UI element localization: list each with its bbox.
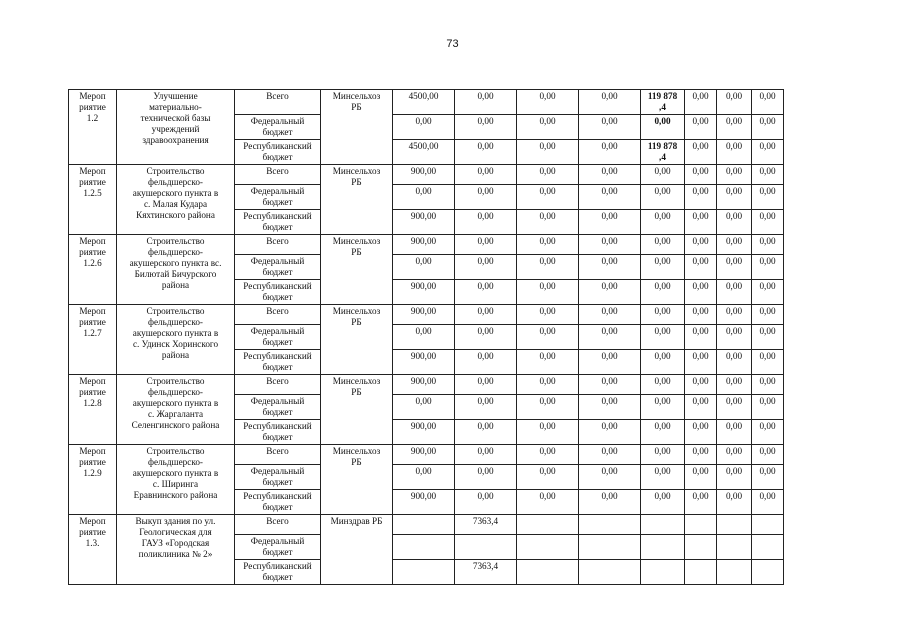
value-cell: [579, 515, 641, 535]
value-cell: 0,00: [752, 235, 784, 255]
value-cell: [752, 515, 784, 535]
value-cell: 0,00: [641, 255, 685, 280]
value-cell: 0,00: [685, 115, 717, 140]
value-cell: 0,00: [455, 325, 517, 350]
value-cell: 0,00: [752, 325, 784, 350]
value-cell: 0,00: [579, 395, 641, 420]
measure-name: Строительство фельдшерско- акушерского пункта вс. Билютай Бичурского района: [117, 235, 235, 305]
value-cell: 0,00: [685, 185, 717, 210]
table-row: [69, 375, 784, 395]
value-cell: 0,00: [455, 140, 517, 165]
value-cell: 0,00: [579, 90, 641, 115]
executor: Минсельхоз РБ: [321, 305, 393, 375]
funding-source: Республиканский бюджет: [235, 280, 321, 305]
value-cell: 0,00: [641, 235, 685, 255]
measure-name: Улучшение материально- технической базы учреждений здравоохранения: [117, 90, 235, 165]
value-cell: 0,00: [685, 445, 717, 465]
value-cell: 0,00: [641, 350, 685, 375]
value-cell: 4500,00: [393, 140, 455, 165]
funding-source: Республиканский бюджет: [235, 350, 321, 375]
event-label: Мероп риятие 1.2.7: [69, 305, 117, 375]
value-cell: 0,00: [752, 210, 784, 235]
value-cell: 0,00: [455, 165, 517, 185]
value-cell: 0,00: [455, 395, 517, 420]
value-cell: 0,00: [752, 255, 784, 280]
value-cell: 0,00: [641, 420, 685, 445]
value-cell: 0,00: [685, 325, 717, 350]
value-cell: 0,00: [517, 465, 579, 490]
event-label: Мероп риятие 1.3.: [69, 515, 117, 585]
value-cell: 0,00: [717, 445, 752, 465]
value-cell: [641, 535, 685, 560]
value-cell: 0,00: [455, 115, 517, 140]
value-cell: 0,00: [685, 395, 717, 420]
value-cell: 0,00: [455, 90, 517, 115]
value-cell: 0,00: [579, 280, 641, 305]
measure-name: Строительство фельдшерско- акушерского пункта в с. Малая Кудара Кяхтинского района: [117, 165, 235, 235]
value-cell: 0,00: [717, 210, 752, 235]
funding-source: Всего: [235, 90, 321, 115]
funding-source: Федеральный бюджет: [235, 255, 321, 280]
value-cell: [393, 535, 455, 560]
value-cell: 0,00: [455, 235, 517, 255]
value-cell: [685, 515, 717, 535]
value-cell: [641, 515, 685, 535]
value-cell: [517, 535, 579, 560]
value-cell: 0,00: [685, 420, 717, 445]
value-cell: 0,00: [579, 210, 641, 235]
executor: Минсельхоз РБ: [321, 90, 393, 165]
value-cell: 0,00: [685, 465, 717, 490]
value-cell: 0,00: [517, 140, 579, 165]
funding-source: Всего: [235, 515, 321, 535]
funding-source: Республиканский бюджет: [235, 210, 321, 235]
value-cell: 0,00: [393, 325, 455, 350]
value-cell: 0,00: [717, 375, 752, 395]
value-cell: 0,00: [579, 140, 641, 165]
value-cell: 900,00: [393, 235, 455, 255]
value-cell: 0,00: [455, 490, 517, 515]
value-cell: 0,00: [717, 185, 752, 210]
value-cell: [393, 560, 455, 585]
value-cell: [685, 535, 717, 560]
funding-source: Всего: [235, 375, 321, 395]
value-cell: 0,00: [517, 325, 579, 350]
value-cell: 0,00: [752, 490, 784, 515]
value-cell: 0,00: [717, 280, 752, 305]
value-cell: 0,00: [685, 235, 717, 255]
value-cell: 900,00: [393, 210, 455, 235]
value-cell: 0,00: [455, 375, 517, 395]
value-cell: 0,00: [685, 280, 717, 305]
value-cell: 900,00: [393, 490, 455, 515]
value-cell: 0,00: [517, 395, 579, 420]
value-cell: 0,00: [517, 305, 579, 325]
funding-source: Республиканский бюджет: [235, 490, 321, 515]
value-cell: 0,00: [685, 490, 717, 515]
value-cell: 0,00: [641, 375, 685, 395]
value-cell: 0,00: [641, 305, 685, 325]
value-cell: 0,00: [455, 420, 517, 445]
value-cell: 0,00: [717, 140, 752, 165]
value-cell: 0,00: [752, 115, 784, 140]
table-row: [69, 90, 784, 115]
value-cell: 0,00: [685, 375, 717, 395]
value-cell: 0,00: [579, 420, 641, 445]
executor: Минсельхоз РБ: [321, 375, 393, 445]
page-number: 73: [446, 38, 459, 50]
value-cell: 0,00: [717, 420, 752, 445]
funding-source: Федеральный бюджет: [235, 395, 321, 420]
value-cell: 0,00: [455, 445, 517, 465]
value-cell: 0,00: [717, 490, 752, 515]
funding-source: Республиканский бюджет: [235, 560, 321, 585]
value-cell: 0,00: [579, 350, 641, 375]
value-cell: 0,00: [517, 420, 579, 445]
executor: Минсельхоз РБ: [321, 235, 393, 305]
value-cell: 0,00: [393, 115, 455, 140]
funding-source: Всего: [235, 445, 321, 465]
value-cell: 0,00: [717, 255, 752, 280]
funding-source: Всего: [235, 165, 321, 185]
value-cell: 0,00: [455, 350, 517, 375]
value-cell: 0,00: [641, 325, 685, 350]
value-cell: [517, 515, 579, 535]
value-cell: 0,00: [685, 140, 717, 165]
funding-source: Республиканский бюджет: [235, 420, 321, 445]
value-cell: 0,00: [517, 185, 579, 210]
value-cell: 0,00: [579, 490, 641, 515]
value-cell: 0,00: [717, 350, 752, 375]
value-cell: 4500,00: [393, 90, 455, 115]
value-cell: 0,00: [517, 445, 579, 465]
event-label: Мероп риятие 1.2.8: [69, 375, 117, 445]
value-cell: [752, 535, 784, 560]
value-cell: 0,00: [579, 325, 641, 350]
funding-source: Республиканский бюджет: [235, 140, 321, 165]
value-cell: 0,00: [752, 90, 784, 115]
value-cell: 0,00: [641, 465, 685, 490]
value-cell: 0,00: [455, 305, 517, 325]
value-cell: [752, 560, 784, 585]
value-cell: 900,00: [393, 280, 455, 305]
funding-source: Всего: [235, 235, 321, 255]
measure-name: Строительство фельдшерско- акушерского пункта в с. Жаргаланта Селенгинского района: [117, 375, 235, 445]
value-cell: 0,00: [517, 490, 579, 515]
value-cell: 900,00: [393, 420, 455, 445]
value-cell: 0,00: [717, 115, 752, 140]
funding-source: Федеральный бюджет: [235, 185, 321, 210]
value-cell: 0,00: [717, 165, 752, 185]
value-cell: 0,00: [717, 305, 752, 325]
value-cell: 0,00: [752, 165, 784, 185]
funding-source: Федеральный бюджет: [235, 465, 321, 490]
value-cell: 0,00: [641, 280, 685, 305]
value-cell: 0,00: [517, 165, 579, 185]
value-cell: 0,00: [752, 465, 784, 490]
value-cell: 0,00: [393, 465, 455, 490]
executor: Минздрав РБ: [321, 515, 393, 585]
value-cell: [641, 560, 685, 585]
value-cell: 119 878 ,4: [641, 140, 685, 165]
value-cell: 0,00: [517, 210, 579, 235]
value-cell: 0,00: [717, 325, 752, 350]
value-cell: 0,00: [517, 375, 579, 395]
value-cell: 0,00: [517, 235, 579, 255]
funding-source: Федеральный бюджет: [235, 325, 321, 350]
value-cell: 0,00: [752, 445, 784, 465]
event-label: Мероп риятие 1.2.6: [69, 235, 117, 305]
value-cell: 0,00: [579, 465, 641, 490]
value-cell: 0,00: [455, 185, 517, 210]
value-cell: 0,00: [455, 280, 517, 305]
value-cell: 0,00: [752, 280, 784, 305]
table-row: [69, 305, 784, 325]
value-cell: [393, 515, 455, 535]
value-cell: 0,00: [455, 210, 517, 235]
executor: Минсельхоз РБ: [321, 445, 393, 515]
value-cell: [685, 560, 717, 585]
table-row: [69, 445, 784, 465]
value-cell: 0,00: [685, 210, 717, 235]
value-cell: [717, 560, 752, 585]
value-cell: 0,00: [685, 255, 717, 280]
table-row: [69, 235, 784, 255]
value-cell: 0,00: [517, 90, 579, 115]
funding-source: Федеральный бюджет: [235, 535, 321, 560]
value-cell: 0,00: [517, 115, 579, 140]
value-cell: [717, 535, 752, 560]
value-cell: 0,00: [685, 350, 717, 375]
executor: Минсельхоз РБ: [321, 165, 393, 235]
value-cell: 0,00: [393, 255, 455, 280]
value-cell: 119 878 ,4: [641, 90, 685, 115]
value-cell: 0,00: [393, 185, 455, 210]
value-cell: [455, 535, 517, 560]
value-cell: 0,00: [685, 305, 717, 325]
value-cell: 0,00: [752, 375, 784, 395]
value-cell: 0,00: [517, 255, 579, 280]
value-cell: 0,00: [752, 305, 784, 325]
value-cell: 0,00: [685, 165, 717, 185]
value-cell: 0,00: [579, 115, 641, 140]
measure-name: Строительство фельдшерско- акушерского пункта в с. Ширинга Еравнинского района: [117, 445, 235, 515]
value-cell: 0,00: [717, 90, 752, 115]
measure-name: Строительство фельдшерско- акушерского пункта в с. Удинск Хоринского района: [117, 305, 235, 375]
value-cell: 0,00: [579, 235, 641, 255]
value-cell: 0,00: [641, 185, 685, 210]
value-cell: 0,00: [579, 305, 641, 325]
value-cell: 0,00: [579, 255, 641, 280]
value-cell: 0,00: [717, 465, 752, 490]
value-cell: 0,00: [641, 165, 685, 185]
value-cell: [717, 515, 752, 535]
value-cell: 7363,4: [455, 515, 517, 535]
value-cell: 0,00: [752, 185, 784, 210]
value-cell: [579, 535, 641, 560]
funding-source: Федеральный бюджет: [235, 115, 321, 140]
value-cell: 0,00: [393, 395, 455, 420]
value-cell: 0,00: [752, 395, 784, 420]
value-cell: 0,00: [641, 490, 685, 515]
value-cell: 0,00: [717, 395, 752, 420]
value-cell: 0,00: [579, 375, 641, 395]
event-label: Мероп риятие 1.2.9: [69, 445, 117, 515]
value-cell: 900,00: [393, 375, 455, 395]
value-cell: 0,00: [752, 350, 784, 375]
value-cell: 0,00: [641, 395, 685, 420]
budget-table: [68, 89, 784, 585]
value-cell: 0,00: [641, 445, 685, 465]
funding-source: Всего: [235, 305, 321, 325]
table-row: [69, 515, 784, 535]
value-cell: 7363,4: [455, 560, 517, 585]
value-cell: 0,00: [641, 210, 685, 235]
value-cell: [579, 560, 641, 585]
value-cell: 900,00: [393, 165, 455, 185]
table-row: [69, 165, 784, 185]
value-cell: 0,00: [579, 445, 641, 465]
value-cell: 900,00: [393, 350, 455, 375]
value-cell: 0,00: [455, 465, 517, 490]
value-cell: 0,00: [752, 420, 784, 445]
value-cell: 0,00: [685, 90, 717, 115]
measure-name: Выкуп здания по ул. Геологическая для ГАУЗ «Городская поликлиника № 2»: [117, 515, 235, 585]
value-cell: 0,00: [517, 350, 579, 375]
value-cell: [517, 560, 579, 585]
value-cell: 0,00: [717, 235, 752, 255]
value-cell: 0,00: [752, 140, 784, 165]
event-label: Мероп риятие 1.2: [69, 90, 117, 165]
value-cell: 0,00: [455, 255, 517, 280]
value-cell: 0,00: [517, 280, 579, 305]
value-cell: 0,00: [641, 115, 685, 140]
event-label: Мероп риятие 1.2.5: [69, 165, 117, 235]
value-cell: 900,00: [393, 305, 455, 325]
value-cell: 0,00: [579, 165, 641, 185]
value-cell: 900,00: [393, 445, 455, 465]
value-cell: 0,00: [579, 185, 641, 210]
